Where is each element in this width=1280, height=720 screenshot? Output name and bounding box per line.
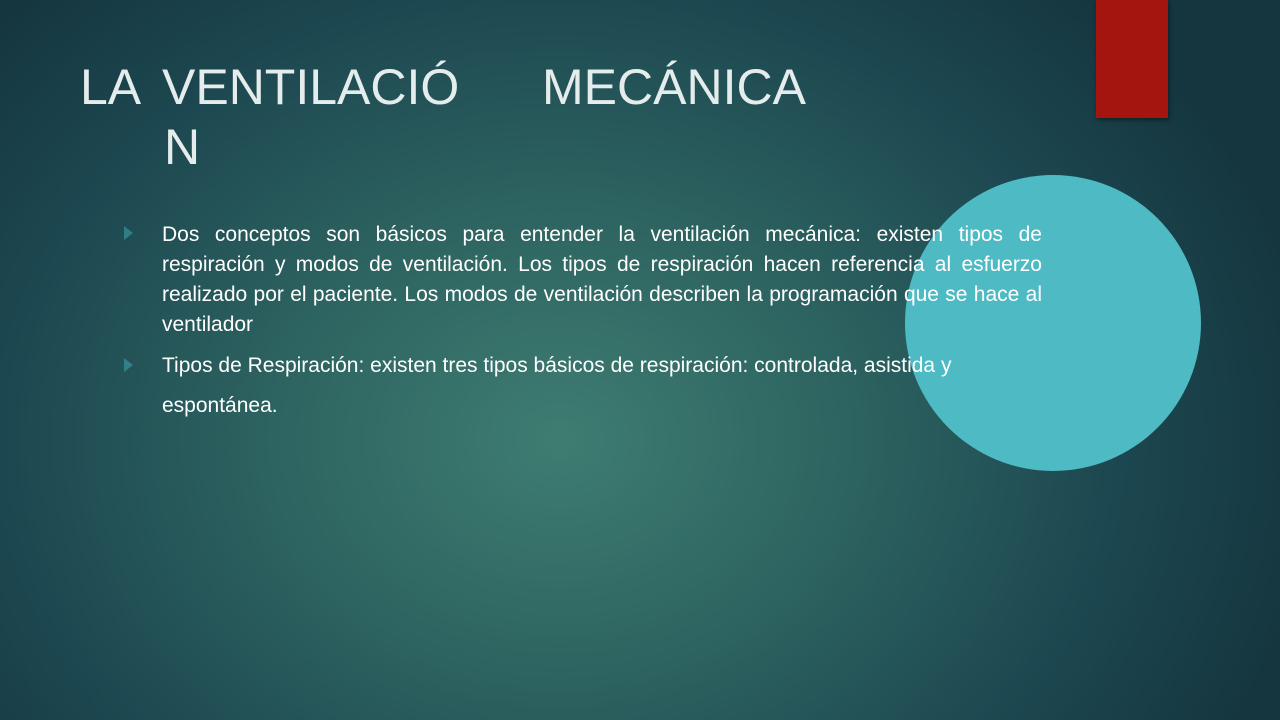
title-word-ventilacio: VENTILACIÓ [162,59,460,115]
bullet-item [124,220,1042,340]
slide-body [124,220,1044,426]
bullet-arrow-icon [124,226,138,240]
bullet-text: Tipos de Respiración: existen tres tipos básicos de respiración: controlada, asistida y espontánea. [162,354,952,417]
title-word-n: N [164,119,201,175]
red-accent-tab [1096,0,1168,118]
title-word-la: LA [80,59,142,115]
bullet-text: Dos conceptos son básicos para entender la ventilación mecánica: existen tipos de respiración y modos de ventilación. Los tipos de respiración hacen referencia al esfuerzo realizado por el paciente. Los modos de ventilación describen la programación que se hace al ventilador [162,223,1042,336]
bullet-item [124,346,1062,426]
title-word-mecanica: MECÁNICA [542,59,806,115]
bullet-arrow-icon [124,358,138,372]
